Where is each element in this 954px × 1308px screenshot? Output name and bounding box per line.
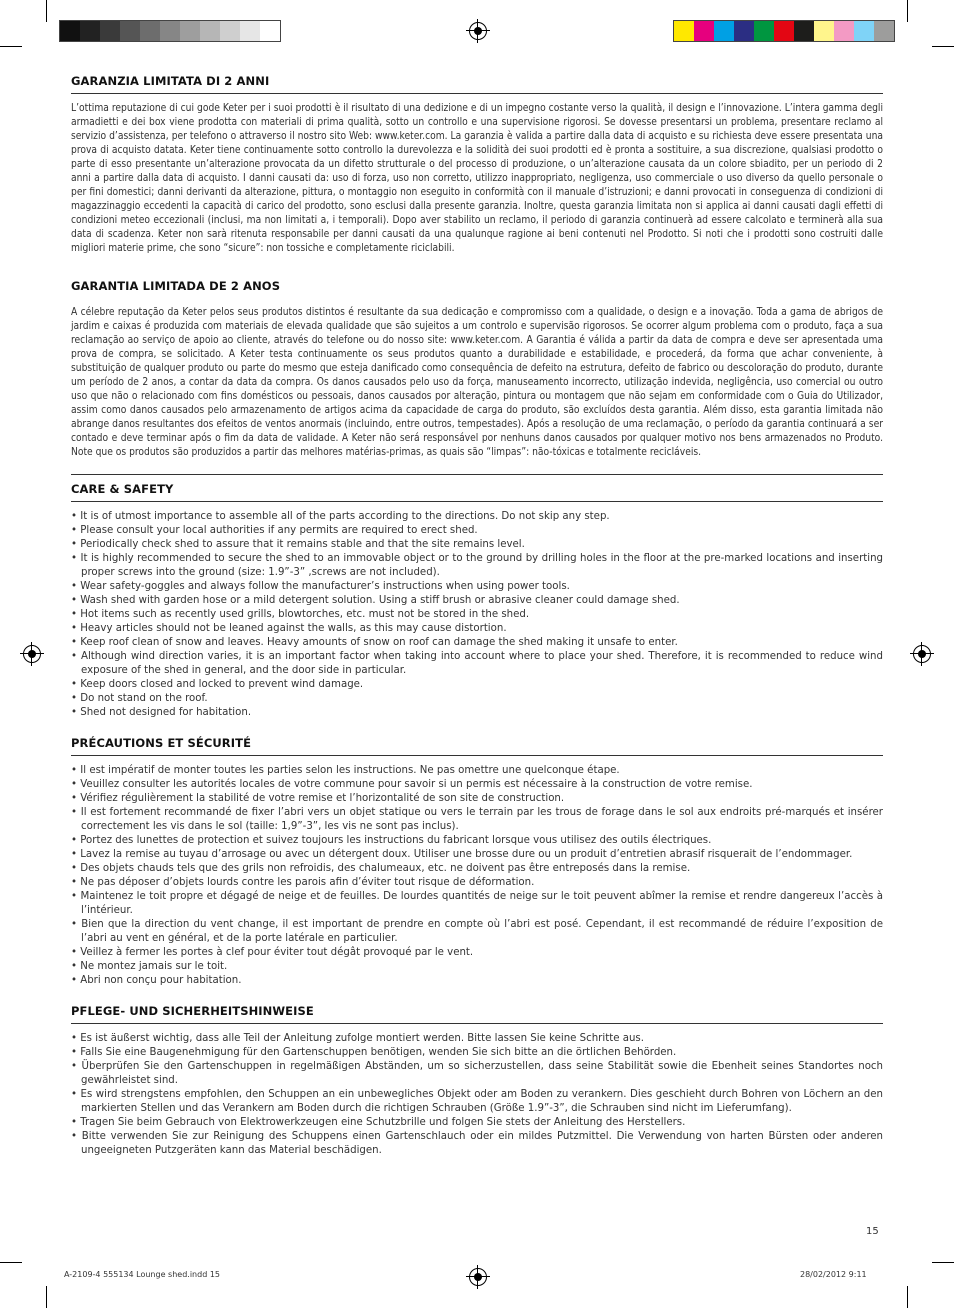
color-swatch [754, 21, 774, 41]
page-content [71, 74, 883, 1158]
list-item: • Wash shed with garden hose or a mild detergent solution. Using a stiff brush or abrasive cleaner could damage shed. [71, 594, 883, 608]
crop-mark [932, 46, 954, 47]
section-heading: PFLEGE- UND SICHERHEITSHINWEISE [71, 1004, 883, 1024]
color-swatch [60, 21, 80, 41]
page-number: 15 [866, 1226, 879, 1237]
section-care-safety-french [71, 736, 883, 988]
color-swatch [100, 21, 120, 41]
color-swatch [794, 21, 814, 41]
color-swatch [674, 21, 694, 41]
list-item: • Überprüfen Sie den Gartenschuppen in regelmäßigen Abständen, um so sicherzustellen, dass seine Stabilität sowie die Ebenheit seines Standortes noch gewährleistet sind. [71, 1060, 883, 1088]
registration-mark-icon [469, 22, 487, 40]
color-swatch [180, 21, 200, 41]
list-item: • Veillez à fermer les portes à clef pour éviter tout dégât provoqué par le vent. [71, 946, 883, 960]
color-swatch [734, 21, 754, 41]
section-care-safety-english [71, 474, 883, 720]
list-item: • Veuillez consulter les autorités locales de votre commune pour savoir si un permis est nécessaire à la construction de votre remise. [71, 778, 883, 792]
list-item: • Bien que la direction du vent change, il est important de prendre en compte où l’abri est posé. Cependant, il est recommandé de réduire l’exposition de l’abri au vent en général, et de la porte latérale en particulier. [71, 918, 883, 946]
color-swatch [694, 21, 714, 41]
list-item: • Des objets chauds tels que des grils non refroidis, des chalumeaux, etc. ne doivent pas être entreposés dans la remise. [71, 862, 883, 876]
section-paragraph: L’ottima reputazione di cui gode Keter per i suoi prodotti è il risultato di una dedizione e di un impegno costante verso la qualità, il design e l’innovazione. L’intera gamma degli armadietti e dei box viene prodotta con materiali di prima qualità, sotto un controllo e una supervisione rigorosi. Se dovesse presentarsi un problema, presentare reclamo al servizio d’assistenza, per telefono o attraverso il nostro sito Web: www.keter.com. La garanzia è valida a partire dalla data di acquisto e su richiesta deve essere presentata una prova di acquisto datata. Keter tiene continuamente sotto controllo la durevolezza e la solidità dei suoi prodotti ed è pronta a sostituire, a sua discrezione, qualsiasi prodotto o parte di esso presentante un’alterazione provocata da un difetto strutturale o del processo di produzione, o un’alterazione causata da un colore sbiadito, per un periodo di 2 anni a partire dalla data di acquisto. I danni causati da: uso di forza, uso non corretto, utilizzo inappropriato, negligenza, uso commerciale o uso diverso da quello personale o per fini domestici; danni derivanti da alterazione, pittura, o montaggio non eseguito in conformità con il manuale d’istruzioni; e danni provocati in conseguenza di condizioni di magazzinaggio eccedenti la capacità di carico del prodotto, sono esclusi dalla presente garanzia. Inoltre, questa garanzia limitata non si applica ai danni causati dagli effetti di condizioni meteo eccezionali (inclusi, ma non limitati a, i temporali). Dopo aver stabilito un reclamo, il periodo di garanzia continuerà ad essere calcolato e terminerà alla sua data di scadenza. Keter non sarà ritenuta responsabile per danni causati da una qualunque ragione ai beni contenuti nel Prodotto. Si noti che i prodotti sono costruiti dalle migliori materie prime, che sono “sicure”: non tossiche e completamente riciclabili. [71, 103, 883, 254]
bullet-list [71, 1032, 883, 1158]
list-item: • Ne pas déposer d’objets lourds contre les parois afin d’éviter tout risque de déformation. [71, 876, 883, 890]
list-item: • Keep roof clean of snow and leaves. Heavy amounts of snow on roof can damage the shed making it unsafe to enter. [71, 636, 883, 650]
list-item: • Periodically check shed to assure that it remains stable and that the site remains level. [71, 538, 883, 552]
list-item: • Abri non conçu pour habitation. [71, 974, 883, 988]
list-item: • It is highly recommended to secure the shed to an immovable object or to the ground by drilling holes in the floor at the pre-marked locations and inserting proper screws into the ground (size: 1.9”-3” ,screws are not included). [71, 552, 883, 580]
section-care-safety-german [71, 1004, 883, 1158]
registration-mark-icon [23, 645, 41, 663]
crop-mark [907, 1286, 908, 1308]
list-item: • Shed not designed for habitation. [71, 706, 883, 720]
color-swatch [140, 21, 160, 41]
date-slug: 28/02/2012 9:11 [800, 1270, 867, 1279]
crop-mark [0, 1262, 22, 1263]
list-item: • Portez des lunettes de protection et suivez toujours les instructions du fabricant lorsque vous utilisez des outils électriques. [71, 834, 883, 848]
list-item: • Es wird strengstens empfohlen, den Schuppen an ein unbewegliches Objekt oder am Boden zu verankern. Dies geschieht durch Bohren von Löchern an den markierten Stellen und das Verankern am Boden durch die richtigen Schrauben (Größe 1.9”-3”, die Schrauben sind nicht im Lieferumfang). [71, 1088, 883, 1116]
list-item: • It is of utmost importance to assemble all of the parts according to the directions. Do not skip any step. [71, 510, 883, 524]
registration-mark-icon [913, 645, 931, 663]
list-item: • Il est impératif de monter toutes les parties selon les instructions. Ne pas omettre une quelconque étape. [71, 764, 883, 778]
list-item: • Although wind direction varies, it is an important factor when taking into account where to place your shed. Therefore, it is recommended to reduce wind exposure of the shed in general, and the door side in particular. [71, 650, 883, 678]
section-heading: PRÉCAUTIONS ET SÉCURITÉ [71, 736, 883, 756]
file-slug: A-2109-4 555134 Lounge shed.indd 15 [64, 1270, 220, 1279]
color-swatch [220, 21, 240, 41]
color-swatch [714, 21, 734, 41]
section-warranty-portuguese [71, 279, 883, 460]
crop-mark [46, 1286, 47, 1308]
section-paragraph: A célebre reputação da Keter pelos seus produtos distintos é resultante da sua dedicação e compromisso com a qualidade, o design e a inovação. Toda a gama de abrigos de jardim e caixas é produzida com materiais de elevada qualidade que são sujeitos a um controlo e supervisão rigorosos. Se ocorrer algum problema com o produto, faça a sua reclamação ao serviço de apoio ao cliente, através do telefone ou do nosso site: www.keter.com. A Garantia é válida a partir da data de compra e deve ser apresentada uma prova de compra, se solicitado. A Keter testa continuamente os seus produtos quanto a durabilidade e estabilidade, e procederá, da forma que achar conveniente, à substituição de qualquer produto ou parte do mesmo que esteja danificado como consequência de defeito na estrutura, defeito de fabrico ou descoloração do produto, durante um período de 2 anos, a contar da data da compra. Os danos causados pelo uso da força, manuseamento incorrecto, utilização indevida, negligência, uso comercial ou outro uso que não o relacionado com fins domésticos ou pessoais, danos causados por alteração, pintura ou montagem que não sejam em conformidade com o Guia do Utilizador, assim como danos causados pelo armazenamento de artigos acima da capacidade de carga do produto, são excluídos desta garantia. Além disso, esta garantia limitada não abrange danos resultantes dos efeitos de ventos anormais (incluindo, entre outros, tempestades). Após a resolução de uma reclamação, o período da garantia continuará a ser contado e deve terminar após o fim da data de validade. A Keter não será responsável por nenhuns danos causados por qualquer motivo nos bens armazenados no Produto. Note que os produtos são produzidos a partir das melhores matérias-primas, as quais são “limpas”: não-tóxicas e totalmente recicláveis. [71, 307, 883, 458]
color-swatch [814, 21, 834, 41]
crop-mark [907, 0, 908, 22]
color-swatch [854, 21, 874, 41]
list-item: • Falls Sie eine Baugenehmigung für den Gartenschuppen benötigen, wenden Sie sich bitte an die örtlichen Behörden. [71, 1046, 883, 1060]
list-item: • Keep doors closed and locked to prevent wind damage. [71, 678, 883, 692]
color-swatch [120, 21, 140, 41]
section-heading: GARANTIA LIMITADA DE 2 ANOS [71, 279, 281, 293]
color-calibration-bar [673, 20, 895, 42]
section-heading: GARANZIA LIMITATA DI 2 ANNI [71, 74, 883, 94]
list-item: • Ne montez jamais sur le toit. [71, 960, 883, 974]
registration-mark-icon [469, 1268, 487, 1286]
crop-mark [46, 0, 47, 22]
list-item: • Wear safety-goggles and always follow the manufacturer’s instructions when using power tools. [71, 580, 883, 594]
crop-mark [0, 46, 22, 47]
grayscale-calibration-bar [59, 20, 281, 42]
list-item: • Vérifiez régulièrement la stabilité de votre remise et l’horizontalité de son site de construction. [71, 792, 883, 806]
list-item: • Lavez la remise au tuyau d’arrosage ou avec un détergent doux. Utiliser une brosse dure ou un produit d’entretien abrasif risquerait de l’endommager. [71, 848, 883, 862]
section-heading: CARE & SAFETY [71, 474, 883, 502]
list-item: • Do not stand on the roof. [71, 692, 883, 706]
color-swatch [240, 21, 260, 41]
crop-mark [932, 1262, 954, 1263]
list-item: • Heavy articles should not be leaned against the walls, as this may cause distortion. [71, 622, 883, 636]
color-swatch [874, 21, 894, 41]
list-item: • Hot items such as recently used grills, blowtorches, etc. must not be stored in the shed. [71, 608, 883, 622]
color-swatch [200, 21, 220, 41]
list-item: • Tragen Sie beim Gebrauch von Elektrowerkzeugen eine Schutzbrille und folgen Sie stets der Anleitung des Herstellers. [71, 1116, 883, 1130]
list-item: • Es ist äußerst wichtig, dass alle Teil der Anleitung zufolge montiert werden. Bitte lassen Sie keine Schritte aus. [71, 1032, 883, 1046]
color-swatch [834, 21, 854, 41]
color-swatch [80, 21, 100, 41]
list-item: • Il est fortement recommandé de fixer l’abri vers un objet statique ou vers le terrain par les trous de forage dans le sol aux endroits pré-marqués et insérer correctement les vis dans le sol (taille: 1,9”-3”, les vis ne sont pas inclus). [71, 806, 883, 834]
bullet-list [71, 764, 883, 988]
list-item: • Bitte verwenden Sie zur Reinigung des Schuppens einen Gartenschlauch oder ein mildes Putzmittel. Die Verwendung von harten Bürsten oder anderen ungeeigneten Putzgeräten kann das Material beschädigen. [71, 1130, 883, 1158]
section-warranty-italian [71, 74, 883, 256]
list-item: • Maintenez le toit propre et dégagé de neige et de feuilles. De lourdes quantités de neige sur le toit peuvent abîmer la remise et rendre dangereux l’accès à l’intérieur. [71, 890, 883, 918]
color-swatch [260, 21, 280, 41]
color-swatch [774, 21, 794, 41]
list-item: • Please consult your local authorities if any permits are required to erect shed. [71, 524, 883, 538]
color-swatch [160, 21, 180, 41]
bullet-list [71, 510, 883, 720]
